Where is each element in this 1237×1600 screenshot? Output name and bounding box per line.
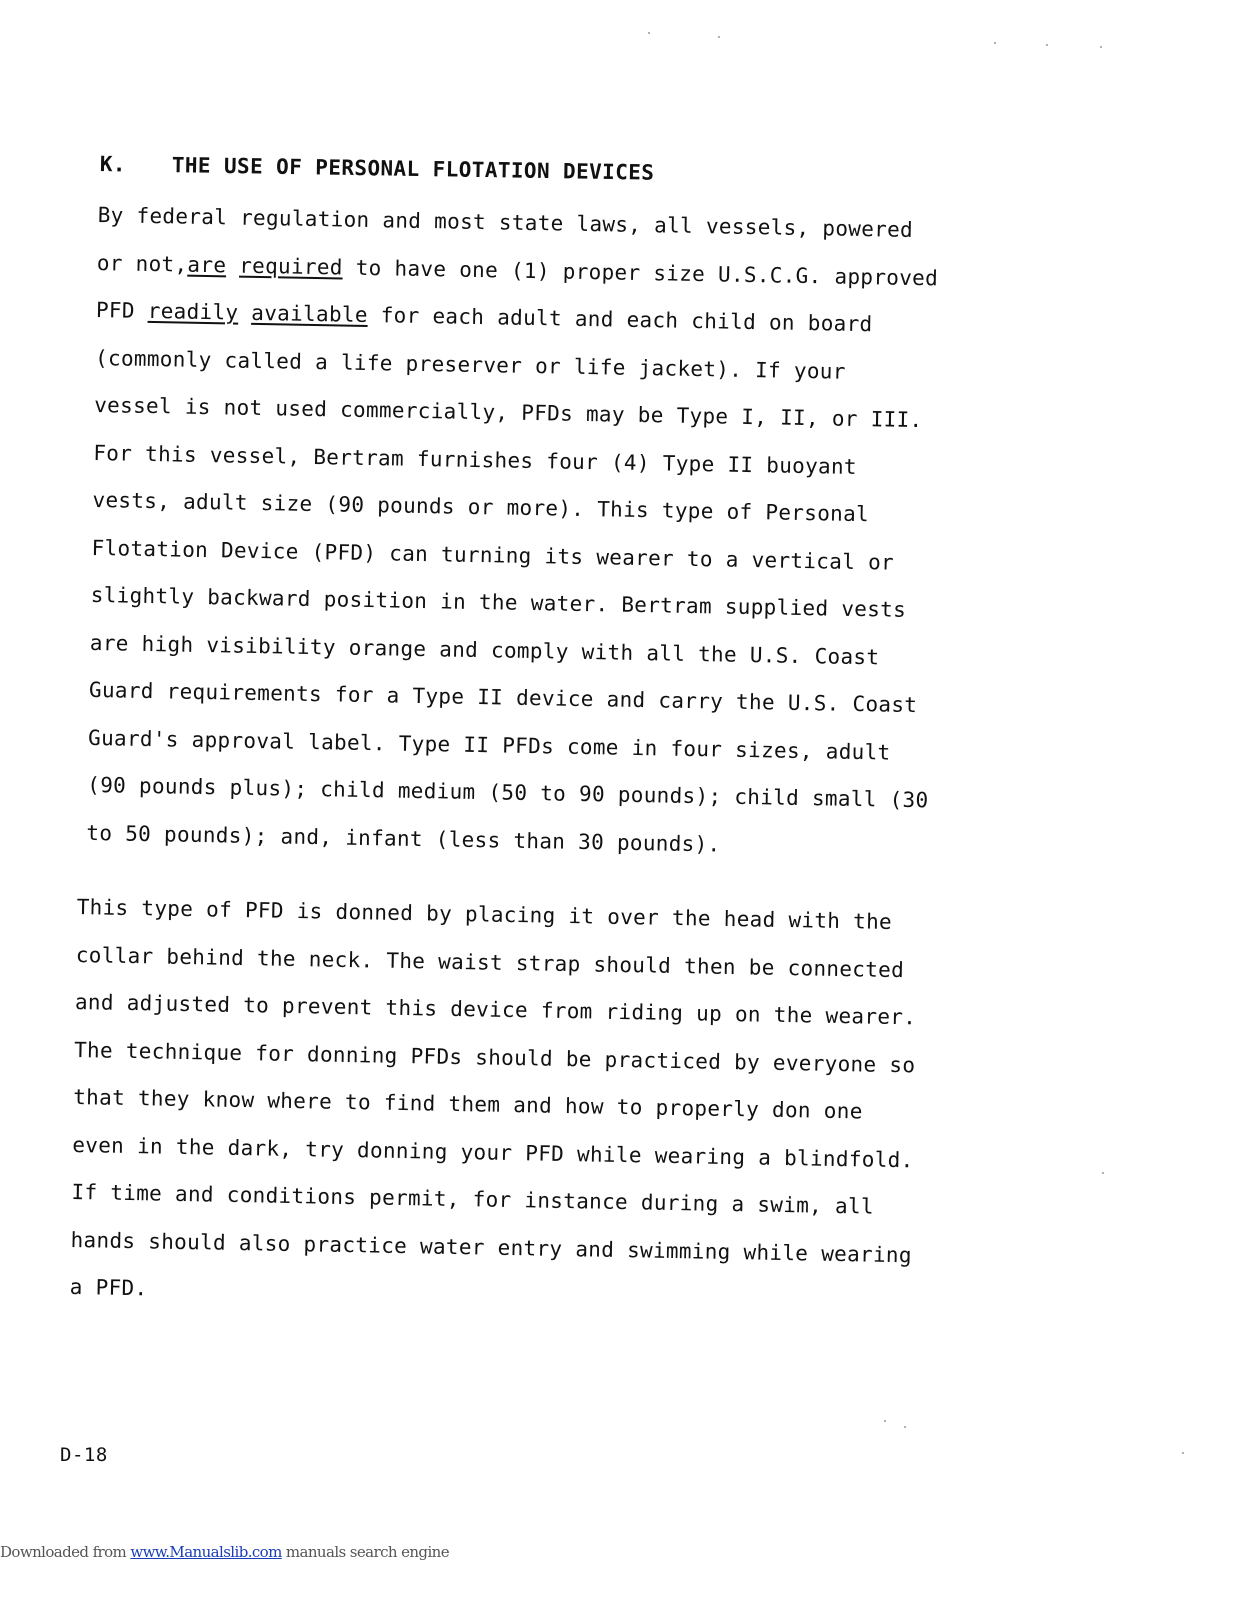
text-line: (commonly called a life preserver or life jacket). If your [94,345,846,384]
text-line: If time and conditions permit, for instance during a swim, all [71,1179,875,1219]
text-line: hands should also practice water entry and swimming while wearing [70,1227,913,1267]
download-footer [0,1543,449,1561]
text-fragment: for each adult and each child on board [367,302,873,337]
scan-speck [994,42,996,44]
text-line: Guard's approval label. Type II PFDs come in four sizes, adult [87,725,891,765]
text-line: Guard requirements for a Type II device and carry the U.S. Coast [88,677,918,718]
text-fragment: PFD [95,297,148,323]
text-line: For this vessel, Bertram furnishes four (4) Type II buoyant [93,440,858,479]
text-line: This type of PFD is donned by placing it over the head with the [76,894,893,934]
text-line: that they know where to find them and how to properly don one [73,1084,863,1124]
text-line: vests, adult size (90 pounds or more). This type of Personal [92,487,870,527]
scan-speck [1100,46,1102,48]
text-line: to 50 pounds); and, infant (less than 30 pounds). [86,820,721,857]
text-line: slightly backward position in the water. Bertram supplied vests [90,582,907,622]
text-line: a PFD. [69,1274,148,1301]
footer-prefix: Downloaded from [0,1543,131,1561]
section-title: THE USE OF PERSONAL FLOTATION DEVICES [171,153,655,185]
text-line: vessel is not used commercially, PFDs may be Type I, II, or III. [94,392,923,433]
text-line: collar behind the neck. The waist strap should then be connected [75,942,905,982]
section-letter: K. [99,152,127,177]
text-line: Flotation Device (PFD) can turning its wearer to a vertical or [91,535,895,575]
scan-speck [648,32,650,34]
text-fragment: or not, [96,250,188,277]
section-heading [100,152,655,185]
scan-speck [1046,44,1048,46]
underlined-word: are [187,252,227,277]
text-line: The technique for donning PFDs should be practiced by everyone so [73,1037,916,1077]
scan-speck [718,36,720,38]
text-fragment: to have one (1) proper size U.S.C.G. approved [342,254,939,290]
scan-speck [904,1426,906,1428]
underlined-word: available [251,300,369,327]
footer-suffix: manuals search engine [281,1543,449,1561]
text-line: (90 pounds plus); child medium (50 to 90 pounds); child small (30 [87,772,929,813]
underlined-word: required [239,253,343,279]
text-line: are high visibility orange and comply with all the U.S. Coast [89,630,880,669]
text-line: and adjusted to prevent this device from riding up on the wearer. [74,989,917,1030]
scan-speck [884,1420,886,1422]
manualslib-link[interactable]: www.Manualslib.com [130,1543,282,1561]
underlined-word: readily [147,298,239,325]
page-number: D-18 [60,1444,108,1466]
scan-speck [1182,1452,1184,1454]
text-line: even in the dark, try donning your PFD while wearing a blindfold. [72,1132,914,1172]
scan-speck [1102,1172,1104,1174]
paragraph-donning-pfd [69,892,1037,1337]
text-fragment [226,253,239,277]
text-fragment [238,301,251,325]
text-line: By federal regulation and most state laws, all vessels, powered [97,202,914,242]
paragraph-pfd-requirements [86,200,1058,882]
